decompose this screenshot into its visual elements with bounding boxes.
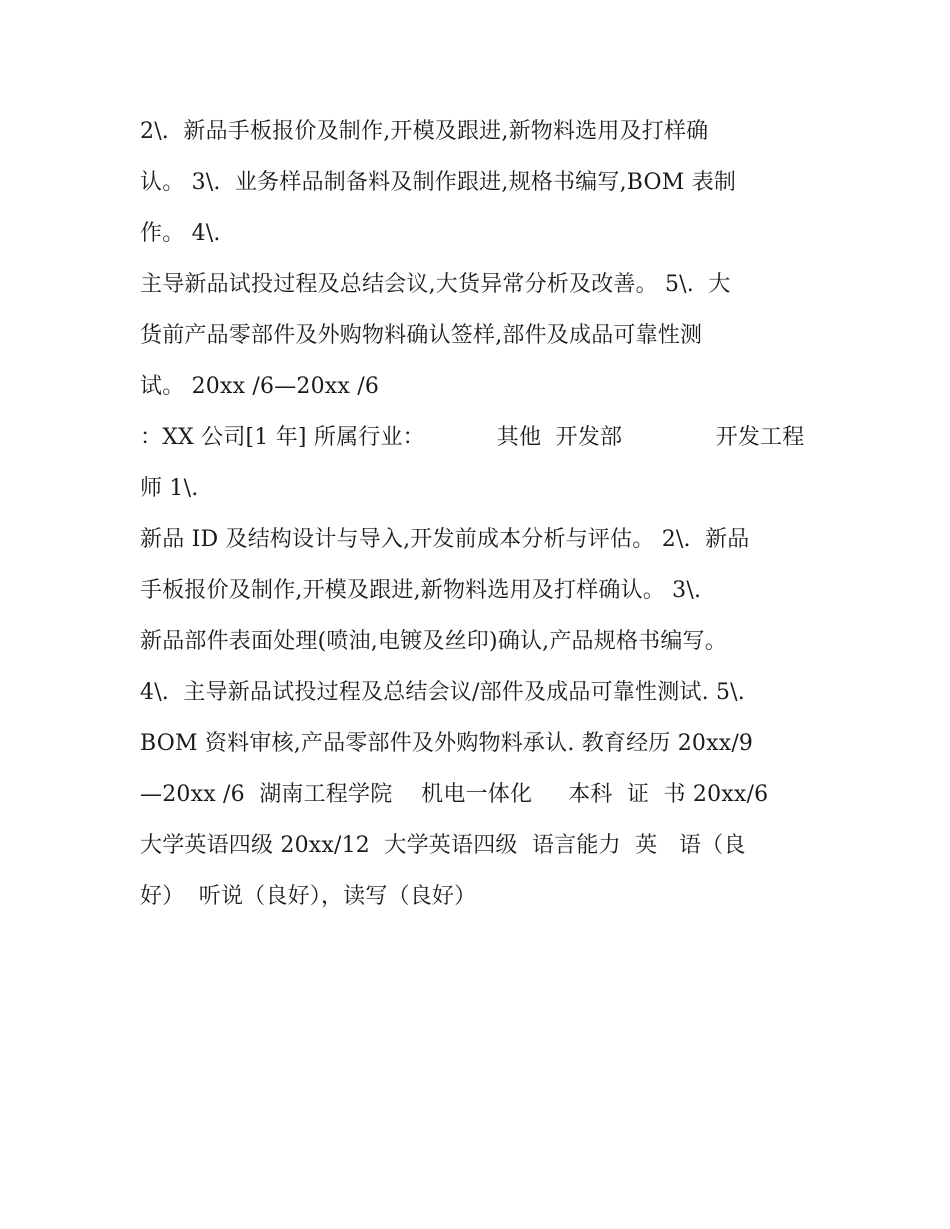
text-line: 好） 听说（良好），读写（良好） [140,884,477,909]
text-line: 手板报价及制作,开模及跟进,新物料选用及打样确认。 3\. [140,578,702,603]
text-line: 试。 20xx /6—20xx /6 [140,374,380,399]
text-line: 认。 3\. 业务样品制备料及制作跟进,规格书编写,BOM 表制 [140,170,737,195]
text-line: 2\. 新品手板报价及制作,开模及跟进,新物料选用及打样确 [140,119,709,144]
text-line: 主导新品试投过程及总结会议,大货异常分析及改善。 5\. 大 [140,272,731,297]
text-line: BOM 资料审核,产品零部件及外购物料承认. 教育经历 20xx/9 [140,731,754,756]
text-line: 作。 4\. [140,221,221,246]
text-line: 师 1\. [140,476,199,501]
text-line: 大学英语四级 20xx/12 大学英语四级 语言能力 英 语（良 [140,833,746,858]
text-line: 货前产品零部件及外购物料确认签样,部件及成品可靠性测 [140,323,703,348]
text-line: 新品 ID 及结构设计与导入,开发前成本分析与评估。 2\. 新品 [140,527,750,552]
document-body [140,106,820,922]
text-line: ：XX 公司[1 年] 所属行业： 其他 开发部 开发工程 [140,425,805,450]
text-line: 新品部件表面处理(喷油,电镀及丝印)确认,产品规格书编写。 [140,629,727,654]
text-line: 4\. 主导新品试投过程及总结会议/部件及成品可靠性测试. 5\. [140,680,745,705]
text-line: —20xx /6 湖南工程学院 机电一体化 本科 证 书 20xx/6 [140,782,769,807]
